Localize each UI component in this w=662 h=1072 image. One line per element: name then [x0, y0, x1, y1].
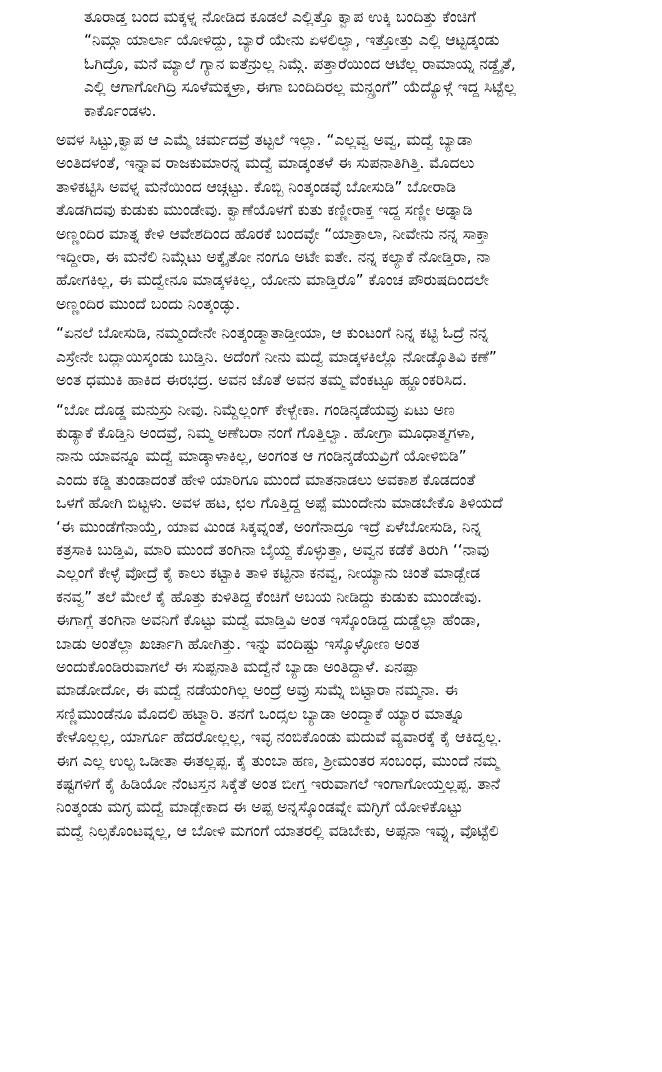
- text-line: ಕಷ್ಟಗಳಿಗೆ ಕೈ ಹಿಡಿಯೋ ನೆಂಟಸ್ತನ ಸಿಕ್ಕೆತೆ ಅಂತ ಬೀಗ್ತ ಇರುವಾಗಲೆ ಇಂಗಾಗೋಯ್ತಲ್ಲಪ್ಪ. ತಾನೆ: [56, 775, 501, 793]
- text-line: “ನಿಮ್ಗಾ ಯಾರ್ಲಾ ಯೋಳಿದ್ದು, ಬ್ಯಾರೆ ಯೇನು ಏಳಲಿಲ್ವಾ, ಇತ್ತೋತ್ತು ಎಲ್ಲಿ ಆಟ್ಟಡ್ಕಂಡು: [84, 31, 500, 50]
- text-line: ಎಲ್ಲಂಗೆ ಕೇಳ್ಳೆ ವೋದ್ರೆ ಕೈ ಕಾಲು ಕಟ್ಟಾಕಿ ತಾಳಿ ಕಟ್ಟಿನಾ ಕನವ್ವ, ನೀಯ್ಯಾನು ಚಿಂತೆ ಮಾಡ್ಬೇಡ: [56, 564, 481, 583]
- paragraph-4: [30, 399, 654, 844]
- text-line: ಒಳಗೆ ಹೋಗಿ ಬಿಟ್ಟಳು. ಅವಳ ಹಟ, ಛಲ ಗೊತ್ತಿದ್ದ ಅಪ್ಪೆ ಮುಂದೇನು ಮಾಡಬೇಕೊ ತಿಳಿಯದೆ: [56, 494, 503, 513]
- text-line: ತಾಳಿಕಟ್ಟಿಸಿ ಅವಳ್ನ ಮನೆಯಿಂದ ಆಚ್ಗಟ್ಟು. ಕೊಬ್ಬಿ ನಿಂತ್ಕಂಡವ್ಳೆ ಬೋಸುಡಿ” ಬೋರಾಡಿ: [56, 177, 456, 196]
- text-line: ತೂರಾಡ್ತ ಬಂದ ಮಕ್ಕಳ್ನ ನೋಡಿದ ಕೂಡಲೆ ಎಲ್ಲಿತ್ತೊ ಕ್ವಾಪ ಉಕ್ಕಿ ಬಂದಿತ್ತು ಕೆಂಚಿಗೆ: [84, 8, 477, 26]
- text-line: ಎಂದು ಕಡ್ಡಿ ತುಂಡಾದಂತೆ ಹೇಳಿ ಯಾರಿಗೂ ಮುಂದೆ ಮಾತನಾಡಲು ಅವಕಾಶ ಕೊಡದಂತೆ: [56, 470, 476, 489]
- text-line: ತೊಡಗಿದವು ಕುಡುಕು ಮುಂಡೇವು. ಕ್ವಾಣೆಯೊಳಗೆ ಕುತು ಕಣ್ಣೀರಾಕ್ತ ಇದ್ದ ಸಣ್ಣೀ ಅಡ್ನಾಡಿ: [56, 201, 473, 220]
- text-line: “ಏನಲೆ ಬೋಸುಡಿ, ನಮ್ಮಂದೇನೇ ನಿಂತ್ಕಂಡ್ಮಾತಾಡ್ತೀಯಾ, ಆ ಕುಂಟಂಗೆ ನಿನ್ನ ಕಟ್ಟಿ ಓದ್ರೆ ನನ್ನ: [56, 324, 489, 343]
- text-line: ಬಾಡು ಅಂತೆಲ್ಲಾ ಖರ್ಚಾಗಿ ಹೋಗಿತ್ತು. ಇನ್ನು ವಂದಿಷ್ಟು ಇಸ್ಕೊಳ್ಳೋಣ ಅಂತ: [56, 634, 420, 653]
- text-line: ಕನವ್ವ” ತಲೆ ಮೇಲೆ ಕೈ ಹೊತ್ತು ಕುಳಿತಿದ್ದ ಕೆಂಚಿಗೆ ಅಬಯ ನೀಡಿದ್ದು ಕುಡುಕು ಮುಂಡೇವು.: [56, 587, 482, 606]
- text-line: ಅಂತ ಧಮುಕಿ ಹಾಕಿದ ಈರಭದ್ರ. ಅವನ ಜೊತೆ ಅವನ ತಮ್ಮ ವೆಂಕಟ್ಟೂ ಹ್ಹೂಂಕರಿಸಿದ.: [56, 371, 467, 390]
- text-line: ಅವಳ ಸಿಟ್ಟು,ಕ್ವಾಪ ಆ ಎಮ್ಮೆ ಚರ್ಮದವ್ರೆ ತಟ್ಟಲೆ ಇಲ್ಲಾ. “ಎಲ್ಲವ್ವ ಅವ್ವ, ಮದ್ವೆ ಬ್ಯಾಡಾ: [56, 131, 473, 150]
- text-line: ಕತ್ರಸಾಕಿ ಬುಡ್ತಿವಿ, ಮಾರಿ ಮುಂದೆ ತಂಗಿನಾ ಬೈಯ್ದ ಕೊಳ್ಳುತ್ತಾ, ಅವ್ವನ ಕಡೆಕೆ ತಿರುಗಿ ‘‘ನಾವು: [56, 540, 490, 559]
- text-line: ಎಸ್ರೇನೇ ಬದ್ಲಾಯಿಸ್ಕಂಡು ಬುಡ್ತಿನಿ. ಅದೆಂಗೆ ನೀನು ಮದ್ವೆ ಮಾಡ್ಕಳಕಿಲ್ಲೊ ನೋಡ್ಕೊತಿವಿ ಕಣೆ”: [56, 347, 497, 366]
- paragraph-3: [30, 322, 654, 392]
- text-line: ಅಣ್ಣಂದಿರ ಮುಂದೆ ಬಂದು ನಿಂತ್ಕಂಡ್ಳು.: [56, 294, 241, 313]
- text-line: ಅಣ್ಣಂದಿರ ಮಾತ್ನ ಕೇಳಿ ಆವೇಶದಿಂದ ಹೊರಕೆ ಬಂದವ್ಳೇ “ಯಾಕ್ರಾಲಾ, ನೀವೇನು ನನ್ನ ಸಾಕ್ತಾ: [56, 224, 490, 243]
- text-line: ಈಗಾಗ್ಲೆ ತಂಗಿನಾ ಅವನಿಗೆ ಕೊಟ್ಟು ಮದ್ವೆ ಮಾಡ್ತಿವಿ ಅಂತ ಇಸ್ಕೊಂಡಿದ್ದ ದುಡ್ಡೆಲ್ಲಾ ಹೆಂಡಾ,: [56, 611, 481, 630]
- text-line: ಕೇಳೊಲ್ಲಲ್ಲ, ಯಾರ್ಗೂ ಹೆದರೋಲ್ಲಲ್ಲ, ಇವ್ಳ ನಂಬಿಕೊಂಡು ಮದುವೆ ವ್ಯವಾರಕ್ಕೆ ಕೈ ಆಕಿದ್ವಲ್ಲ.: [56, 728, 502, 747]
- paragraph-1: [30, 6, 654, 123]
- text-line: ಓಗಿದ್ರೊ, ಮನೆ ಮ್ಯಾಲೆ ಗ್ಯಾನ ಐತೆನ್ರುಲ್ಲ ನಿಮ್ಗೆ. ಪತ್ತಾರೆಯಿಂದ ಆಟೆಲ್ಲ ರಾಮಾಯ್ನ ನಡ್ದೈತೆ,: [84, 54, 516, 73]
- text-line: ಅಂತಿದಳಂತೆ, ಇನ್ನಾವ ರಾಜಕುಮಾರನ್ನ ಮದ್ವೆ ಮಾಡ್ಕಂತಳೆ ಈ ಸುಪನಾತಿಗಿತ್ತಿ. ಮೊದಲು: [56, 154, 475, 173]
- text-line: ‘ಈ ಮುಂಡೆಗೆನಾಯ್ತೆ, ಯಾವ ಮಿಂಡ ಸಿಕ್ಕವ್ನಂತೆ, ಅಂಗೆನಾದ್ರೂ ಇದ್ರೆ ಏಳೆಬೋಸುಡಿ, ನಿನ್ನ: [56, 517, 482, 536]
- text-line: ಮಾಡೋದೋ, ಈ ಮದ್ವೆ ನಡೆಯಂಗಿಲ್ಲ ಅಂದ್ರೆ ಅವ್ರು ಸುಮ್ನೆ ಬಿಟ್ಟಾರಾ ನಮ್ಮನಾ. ಈ: [56, 681, 458, 700]
- text-line: ಇದ್ದೀರಾ, ಈ ಮನೆಲಿ ನಿಮ್ಗೆಟು ಅಕ್ಕೈತೋ ನಂಗೂ ಅಟೇ ಐತೇ. ನನ್ನ ಕಲ್ಯಾಕೆ ನೋಡ್ತಿರಾ, ನಾ: [56, 248, 491, 267]
- text-line: ಅಂದುಕೊಂಡಿರುವಾಗಲೆ ಈ ಸುಪ್ಪನಾತಿ ಮದ್ವೆನೆ ಬ್ಯಾಡಾ ಅಂತಿದ್ದಾಳೆ. ಏನಪ್ಪಾ: [56, 657, 420, 676]
- text-line: ಎಲ್ಲಿ ಆಗಾಗೋಗಿದ್ರಿ ಸೂಳೆಮಕ್ಕಳ್ರಾ, ಈಗಾ ಬಂದಿದಿರಲ್ಲ ಮನ್ಸ್ರಂಗೆ” ಯೆದ್ಯೊಳ್ಗೆ ಇದ್ದ ಸಿಟ್ಟೆಲ್ಲ: [84, 78, 516, 97]
- text-line: ಕಾರ್ಕೊಂಡಳು.: [84, 101, 157, 120]
- text-line: ಸಣ್ಣಿಮುಂಡೆನೂ ಮೊದಲಿ ಹಟ್ಮಾರಿ. ತನಗೆ ಒಂದ್ಸಲ ಬ್ಯಾಡಾ ಅಂದ್ಮಾಕೆ ಯ್ಯಾರ ಮಾತ್ನೂ: [56, 704, 465, 723]
- text-line: ಮದ್ವೆ ನಿಲ್ಸಕೊಂಟವ್ನಲ್ಲ, ಆ ಬೋಳಿ ಮಗಂಗೆ ಯಾತರಲ್ಲಿ ವಡಿಬೇಕು, ಅಪ್ಪನಾ ಇವ್ನು, ವೊಟ್ಟೆಲಿ: [56, 821, 499, 840]
- paragraph-2: [30, 129, 654, 316]
- text-line: ನಿಂತ್ಕಂಡು ಮಗ್ಳ ಮದ್ವೆ ಮಾಡ್ಬೇಕಾದ ಈ ಅಪ್ಪ ಅನ್ನಸ್ಕೊಂಡವ್ನೇ ಮಗ್ಳಿಗೆ ಯೋಳಿಕೊಟ್ಟು: [56, 798, 463, 817]
- text-line: ಈಗ ಎಲ್ಲ ಉಲ್ಟ ಒಡೀತಾ ಈತಲ್ಲಪ್ಪ. ಕೈ ತುಂಬಾ ಹಣ, ಶ್ರೀಮಂತರ ಸಂಬಂಧ, ಮುಂದೆ ನಮ್ಮ: [56, 751, 499, 770]
- text-line: ಹೋಗಕಿಲ್ಲ, ಈ ಮದ್ವೇನೂ ಮಾಡ್ಕಳಕಿಲ್ಲ, ಯೋನು ಮಾಡ್ತಿರೊ” ಕೊಂಚ ಪೌರುಷದಿಂದಲೇ: [56, 271, 489, 290]
- text-line: ಕುಡ್ಯಾಕೆ ಕೊಡ್ತಿನಿ ಅಂದವ್ರೆ, ನಿಮ್ಮ ಅಣೆಬರಾ ನಂಗೆ ಗೊತ್ತಿಲ್ವಾ. ಹೋಗ್ರಾ ಮೂಧಾತ್ಮಗಳಾ,: [56, 423, 476, 442]
- text-line: “ಬೋ ದೊಡ್ಡ ಮನುಸ್ರು ನೀವು. ನಿಮ್ದೆಲ್ಲಂಗ್ ಕೇಳ್ಬೇಕಾ. ಗಂಡಿನ್ಕಡೆಯವ್ರು ಏಟು ಅಣ: [56, 400, 455, 419]
- text-line: ನಾನು ಯಾವನ್ನೂ ಮದ್ವೆ ಮಾಡ್ಕಾಳಾಕಿಲ್ಲ, ಅಂಗಂತ ಆ ಗಂಡಿನ್ಕಡೆಯವ್ರಿಗೆ ಯೋಳಿಬಿಡಿ”: [56, 447, 467, 466]
